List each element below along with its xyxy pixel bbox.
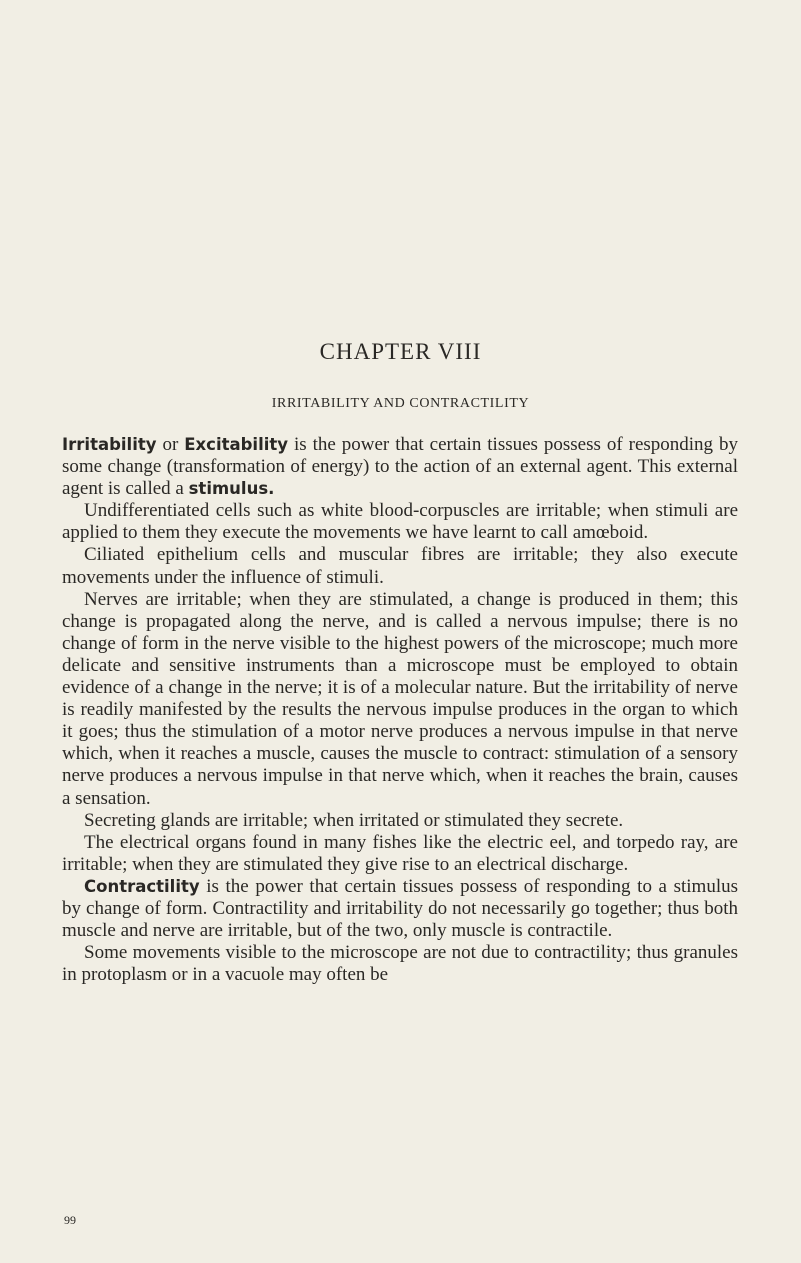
chapter-subtitle: IRRITABILITY AND CONTRACTILITY	[271, 396, 530, 411]
paragraph-text: is the power that certain tissues possess of responding by some change (transformation of energy) to the action of an external agent. This external agent is called a	[62, 434, 739, 500]
paragraph-secreting-glands: Secreting glands are irritable; when irritated or stimulated they secrete.	[84, 809, 624, 831]
page-number: 99	[64, 1213, 76, 1227]
term-irritability: Irritability	[62, 435, 157, 454]
body-text	[62, 434, 738, 986]
term-contractility: Contractility	[84, 876, 200, 896]
paragraph-undifferentiated-cells: Undifferentiated cells such as white blood-corpuscles are irritable; when stimuli are applied to them they execute the movements we have learnt to call amœboid.	[62, 500, 738, 544]
paragraph-irritability-definition	[62, 434, 738, 500]
paragraph-microscope-movements: Some movements visible to the microscope are not due to contractility; thus granules in protoplasm or in a vacuole may often be	[62, 942, 738, 986]
paragraph-ciliated-epithelium: Ciliated epithelium cells and muscular fibres are irritable; they also execute movements under the influence of stimuli.	[62, 544, 738, 588]
paragraph-contractility-definition	[62, 876, 738, 942]
chapter-heading: CHAPTER VIII	[319, 339, 482, 364]
paragraph-electrical-organs: The electrical organs found in many fishes like the electric eel, and torpedo ray, are irritable; when they are stimulated they give rise to an electrical discharge.	[62, 831, 738, 875]
term-excitability: Excitability	[184, 435, 289, 454]
paragraph-text: or	[156, 434, 185, 455]
term-stimulus: stimulus.	[188, 479, 275, 499]
paragraph-text: is the power that certain tissues possess of responding to a stimulus by change of form. Contractility and irritability do not necessarily go together; thus both muscle and nerve are irritable, but of the two, only muscle is contractile.	[62, 875, 738, 942]
paragraph-nerves: Nerves are irritable; when they are stimulated, a change is produced in them; this change is propagated along the nerve, and is called a nervous impulse; there is no change of form in the nerve visible to the highest powers of the microscope; much more delicate and sensitive instruments than a microscope must be employed to obtain evidence of a change in the nerve; it is of a molecular nature. But the irritability of nerve is readily manifested by the results the nervous impulse produces in the organ to which it goes; thus the stimulation of a motor nerve produces a nervous impulse in that nerve which, when it reaches a muscle, causes the muscle to contract: stimulation of a sensory nerve produces a nervous impulse in that nerve which, when it reaches the brain, causes a sensation.	[62, 588, 738, 809]
